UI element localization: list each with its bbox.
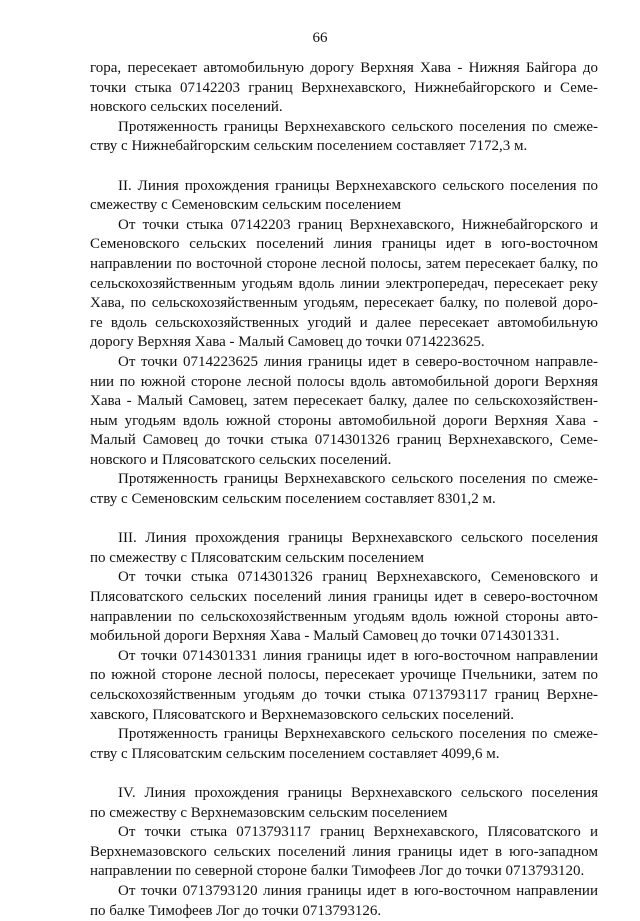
text-line: Протяженность границы Верхнехавского сельского поселения по смеже- [118, 726, 598, 743]
text-line: Протяженность границы Верхнехавского сельского поселения по смеже- [118, 118, 598, 135]
text-line: новского сельских поселений. [90, 99, 283, 116]
paragraph [90, 882, 598, 921]
text-line: сельскохозяйственным угодьям до точки стыка 0713793117 границ Верхне- [90, 687, 598, 703]
text-line: Протяженность границы Верхнехавского сельского поселения по смеже- [118, 471, 598, 488]
paragraph [90, 118, 598, 157]
text-line: смежеству с Семеновским сельским поселением [90, 197, 401, 214]
text-line: Верхнемазовского сельских поселений линия границы идет в юго-западном [90, 843, 598, 860]
text-line: ным угодьям вдоль южной стороны автомобильной дороги Верхняя Хава - [90, 412, 598, 429]
text-line: дорогу Верхняя Хава - Малый Самовец до точки 0714223625. [90, 334, 485, 351]
paragraph [90, 647, 598, 725]
text-line: новского и Плясоватского сельских поселений. [90, 451, 392, 468]
text-line: III. Линия прохождения границы Верхнехавского сельского поселения [118, 530, 598, 547]
text-line: От точки стыка 0714301326 границ Верхнехавского, Семеновского и [118, 569, 598, 586]
paragraph [90, 216, 598, 353]
text-line: направлении по восточной стороне лесной полосы, затем пересекает балку, по [90, 255, 598, 272]
text-line: Хава, по сельскохозяйственным угодьям, пересекает балку, по полевой доро- [90, 295, 598, 312]
text-line: нии по южной стороне лесной полосы вдоль автомобильной дороги Верхняя [90, 373, 598, 390]
text-line: От точки 0713793120 линия границы идет в юго-восточном направлении [118, 882, 598, 899]
spacer [90, 510, 598, 530]
paragraph [90, 59, 598, 118]
text-line: по южной стороне лесной полосы, пересекает урочище Пчельники, затем по [90, 667, 598, 684]
paragraph [90, 353, 598, 471]
document-body [90, 59, 598, 921]
paragraph [90, 470, 598, 509]
text-line: Малый Самовец до точки стыка 0714301326 границ Верхнехавского, Семе- [90, 432, 598, 449]
page-number: 66 [312, 30, 328, 46]
paragraph [90, 568, 598, 646]
text-line: по балке Тимофеев Лог до точки 0713793126. [90, 902, 382, 919]
text-line: От точки 0714301331 линия границы идет в юго-восточном направлении [118, 647, 598, 664]
text-line: II. Линия прохождения границы Верхнехавского сельского поселения по [118, 177, 598, 194]
text-line: хавского, Плясоватского и Верхнемазовского сельских поселений. [90, 706, 515, 723]
paragraph [90, 823, 598, 882]
text-line: От точки стыка 07142203 границ Верхнехавского, Нижнебайгорского и [118, 216, 598, 233]
text-line: Плясоватского сельских поселений линия границы идет в северо-восточном [90, 589, 598, 606]
text-line: IV. Линия прохождения границы Верхнехавского сельского поселения [118, 784, 598, 801]
section-heading [90, 177, 598, 216]
text-line: по смежеству с Верхнемазовским сельским поселением [90, 804, 448, 821]
section-heading [90, 529, 598, 568]
text-line: ству с Нижнебайгорским сельским поселением составляет 7172,3 м. [90, 138, 528, 155]
text-line: ству с Семеновским сельским поселением составляет 8301,2 м. [90, 491, 496, 508]
paragraph [90, 725, 598, 764]
section-heading [90, 784, 598, 823]
text-line: гора, пересекает автомобильную дорогу Верхняя Хава - Нижняя Байгора до [90, 60, 598, 76]
text-line: ге вдоль сельскохозяйственных угодий и далее пересекает автомобильную [90, 314, 598, 331]
text-line: сельскохозяйственным угодьям вдоль линии электропередач, пересекает реку [90, 275, 598, 292]
text-line: От точки стыка 0713793117 границ Верхнехавского, Плясоватского и [118, 824, 598, 841]
text-line: направлении по северной стороне балки Тимофеев Лог до точки 0713793120. [90, 863, 585, 880]
text-line: Хава - Малый Самовец, затем пересекает балку, далее по сельскохозяйствен- [90, 393, 598, 410]
spacer [90, 157, 598, 177]
spacer [90, 764, 598, 784]
text-line: ству с Плясоватским сельским поселением составляет 4099,6 м. [90, 745, 500, 762]
text-line: Семеновского сельских поселений линия границы идет в юго-восточном [90, 236, 598, 253]
text-line: по смежеству с Плясоватским сельским поселением [90, 549, 424, 566]
text-line: направлении по сельскохозяйственным угодьям вдоль южной стороны авто- [90, 608, 598, 625]
text-line: мобильной дороги Верхняя Хава - Малый Самовец до точки 0714301331. [90, 628, 560, 645]
text-line: точки стыка 07142203 границ Верхнехавского, Нижнебайгорского и Семе- [90, 79, 598, 96]
text-line: От точки 0714223625 линия границы идет в северо-восточном направле- [118, 353, 598, 370]
